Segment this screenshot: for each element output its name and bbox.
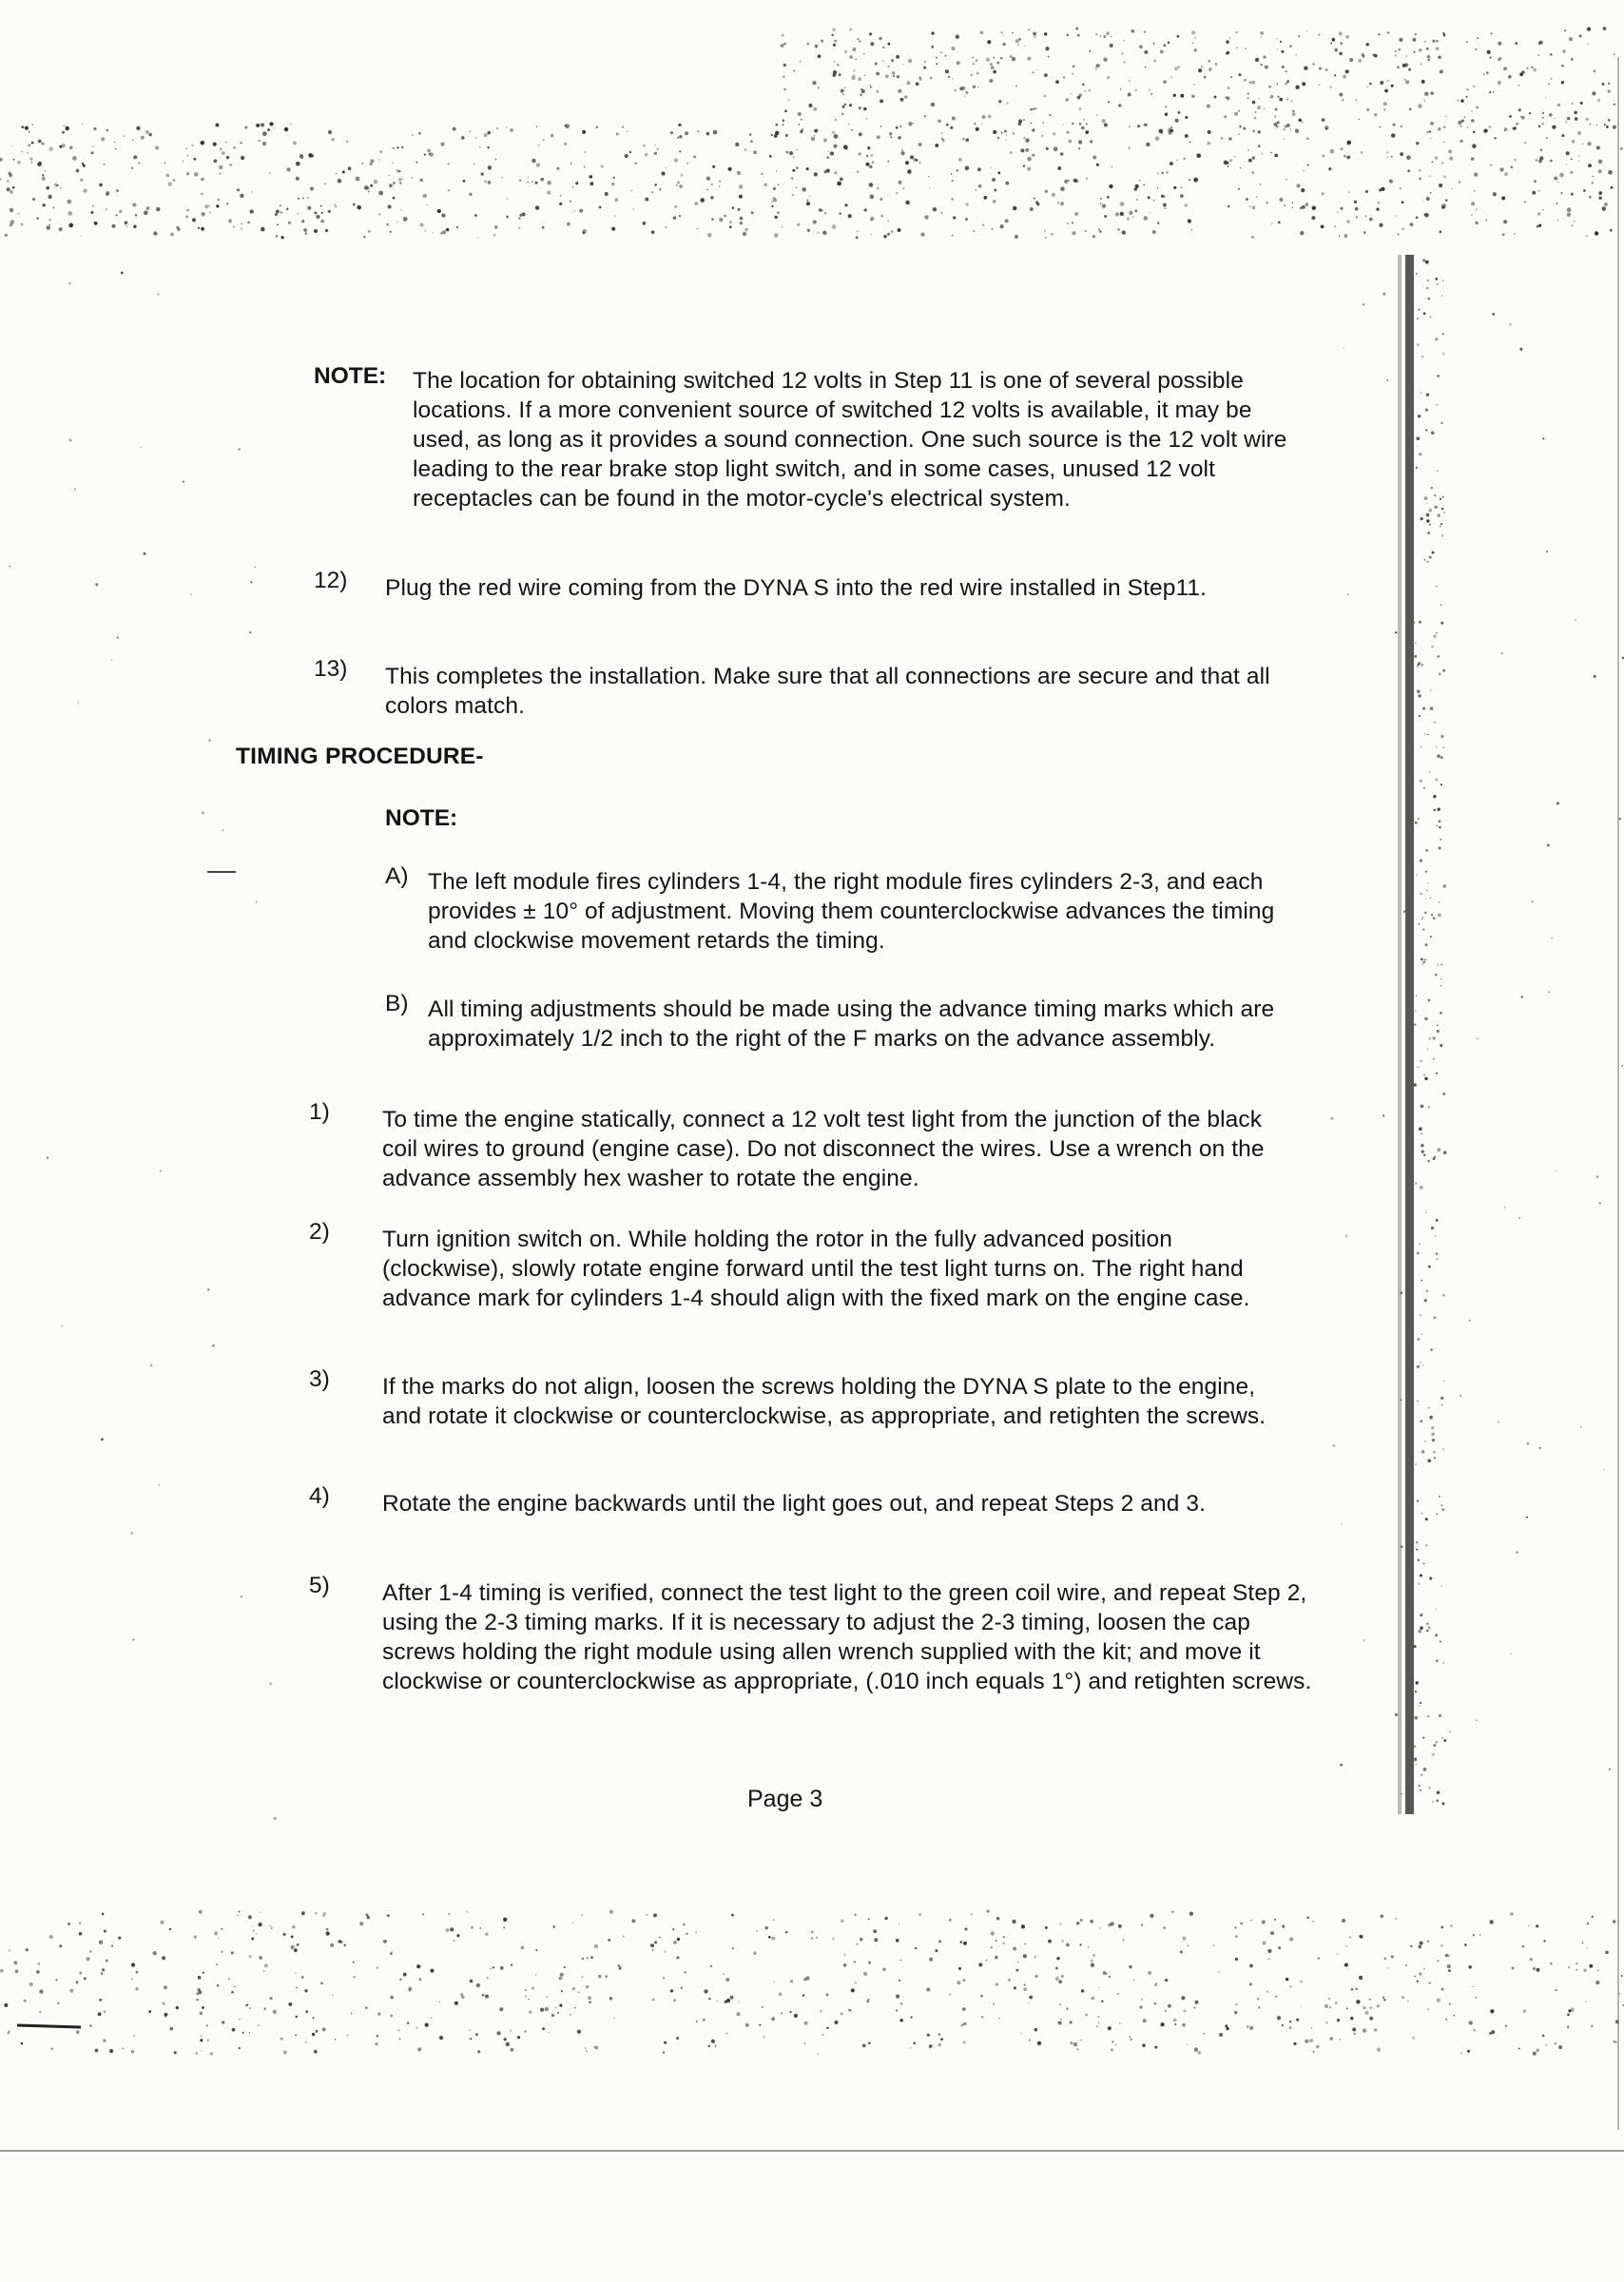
timing-step-2-text: Turn ignition switch on. While holding the rotor in the fully advanced position (clockwise), slowly rotate engine forward until the test light turns on. The right hand advance mark for cylinders 1-4 should align with the fixed mark on the engine case. <box>382 1227 1250 1311</box>
timing-step-3-number: 3) <box>309 1366 330 1392</box>
timing-step-5-text: After 1-4 timing is verified, connect the test light to the green coil wire, and repeat Step 2, using the 2-3 timing marks. If it is necessary to adjust the 2-3 timing, loosen the cap screws holding the right module using allen wrench supplied with the kit; and move it clockwise or counterclockwise as appropriate, (.010 inch equals 1°) and retighten screws. <box>382 1580 1312 1694</box>
timing-step-1-number: 1) <box>309 1099 330 1125</box>
timing-step-4-number: 4) <box>309 1483 330 1509</box>
timing-step-5-number: 5) <box>309 1573 330 1598</box>
page-number: Page 3 <box>747 1786 823 1812</box>
step-12-text: Plug the red wire coming from the DYNA S into the red wire installed in Step11. <box>385 575 1208 601</box>
note-a-text: The left module fires cylinders 1-4, the right module fires cylinders 2-3, and each provides ± 10° of adjustment. Moving them counterclockwise advances the timing and clockwise movement retards the timing. <box>428 869 1275 954</box>
timing-step-1-text: To time the engine statically, connect a 12 volt test light from the junction of the black coil wires to ground (engine case). Do not disconnect the wires. Use a wrench on the advance assembly hex washer to rotate the engine. <box>382 1107 1265 1191</box>
note-label: NOTE: <box>314 363 387 389</box>
step-13-number: 13) <box>314 656 348 682</box>
step-13-text: This completes the installation. Make sure that all connections are secure and that all colors match. <box>385 664 1270 719</box>
step-12-number: 12) <box>314 568 348 593</box>
note-text: The location for obtaining switched 12 volts in Step 11 is one of several possible locations. If a more convenient source of switched 12 volts is available, it may be used, as long as it provides a sound connection. One such source is the 12 volt wire leading to the rear brake stop light switch, and in some cases, unused 12 volt receptacles can be found in the motor-cycle's electrical system. <box>413 368 1287 512</box>
timing-procedure-heading: TIMING PROCEDURE- <box>236 744 484 769</box>
note-b-letter: B) <box>385 991 409 1016</box>
timing-note-label: NOTE: <box>385 805 458 831</box>
timing-step-3-text: If the marks do not align, loosen the screws holding the DYNA S plate to the engine, and rotate it clockwise or counterclockwise, as appropriate, and retighten the screws. <box>382 1374 1266 1429</box>
note-a-letter: A) <box>385 863 409 889</box>
note-b-text: All timing adjustments should be made using the advance timing marks which are approximately 1/2 inch to the right of the F marks on the advance assembly. <box>428 996 1275 1052</box>
timing-step-4-text: Rotate the engine backwards until the light goes out, and repeat Steps 2 and 3. <box>382 1491 1206 1517</box>
timing-step-2-number: 2) <box>309 1219 330 1245</box>
